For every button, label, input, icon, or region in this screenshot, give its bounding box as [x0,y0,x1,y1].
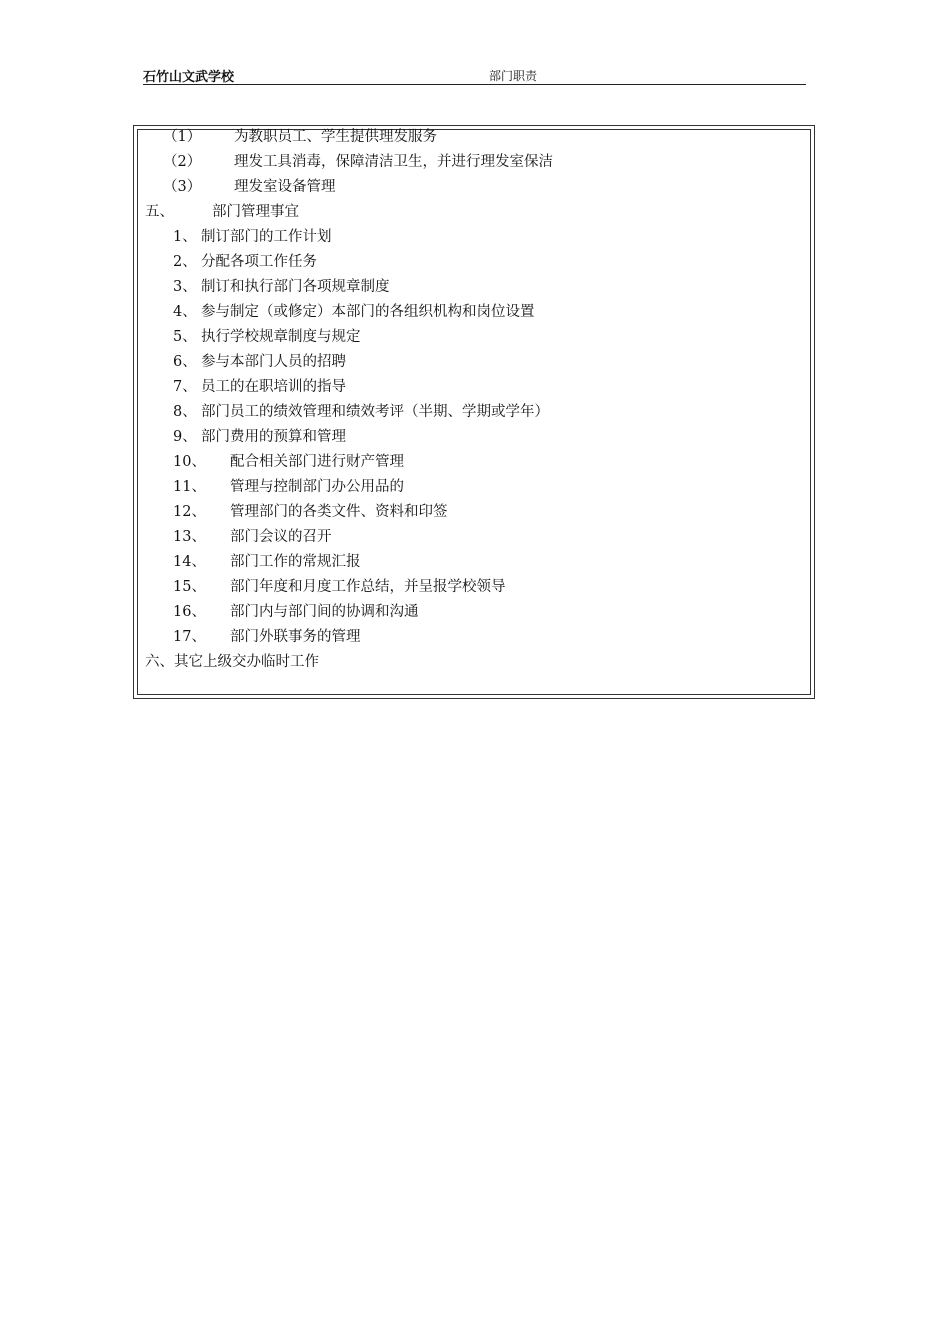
list-item-number: 9、 [173,429,197,445]
list-item-text: 部门工作的常规汇报 [230,554,361,570]
section-number: 五、 [145,204,174,220]
sub-item-number: （3） [163,179,202,195]
list-item-number: 10、 [173,454,206,470]
list-item-text: 部门员工的绩效管理和绩效考评（半期、学期或学年） [201,404,549,420]
list-item-number: 13、 [173,529,206,545]
sub-item-text: 理发工具消毒，保障清洁卫生，并进行理发室保洁 [234,154,553,170]
list-item-number: 3、 [173,279,197,295]
page-header [143,64,806,85]
section-title-text: 部门管理事宜 [212,204,299,220]
list-item-number: 17、 [173,629,206,645]
list-item-number: 12、 [173,504,206,520]
section-heading-6: 六、其它上级交办临时工作 [145,654,319,670]
list-item-text: 参与本部门人员的招聘 [201,354,346,370]
list-item-number: 4、 [173,304,197,320]
school-name: 石竹山文武学校 [143,70,235,85]
list-item-number: 8、 [173,404,197,420]
list-item-text: 部门内与部门间的协调和沟通 [230,604,419,620]
list-item-text: 分配各项工作任务 [201,254,317,270]
list-item-text: 部门外联事务的管理 [230,629,361,645]
list-item-text: 管理部门的各类文件、资料和印签 [230,504,448,520]
list-item-number: 15、 [173,579,206,595]
list-item-number: 16、 [173,604,206,620]
list-item-text: 部门年度和月度工作总结，并呈报学校领导 [230,579,506,595]
list-item-text: 配合相关部门进行财产管理 [230,454,404,470]
list-item-text: 管理与控制部门办公用品的 [230,479,404,495]
list-item-text: 部门会议的召开 [230,529,332,545]
list-item-text: 部门费用的预算和管理 [201,429,346,445]
list-item-number: 1、 [173,229,197,245]
list-item-text: 制订部门的工作计划 [201,229,332,245]
sub-item-number: （2） [163,154,202,170]
list-item-number: 2、 [173,254,197,270]
list-item-text: 参与制定（或修定）本部门的各组织机构和岗位设置 [201,304,535,320]
list-item-number: 6、 [173,354,197,370]
list-item-text: 员工的在职培训的指导 [201,379,346,395]
list-item-number: 7、 [173,379,197,395]
list-item-number: 5、 [173,329,197,345]
list-item-number: 11、 [173,479,206,495]
sub-item-text: 为教职员工、学生提供理发服务 [234,129,437,145]
list-item-number: 14、 [173,554,206,570]
sub-item-number: （1） [163,129,202,145]
list-item-text: 执行学校规章制度与规定 [201,329,361,345]
section-title: 部门职责 [489,69,538,83]
sub-item-text: 理发室设备管理 [234,179,336,195]
list-item-text: 制订和执行部门各项规章制度 [201,279,390,295]
